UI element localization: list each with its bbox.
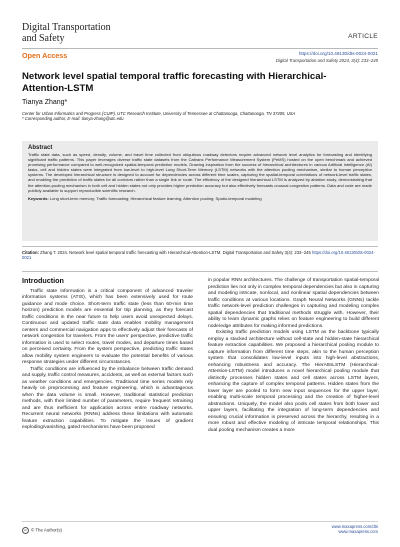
- author-line: Tianya Zhang*: [22, 99, 68, 106]
- journal-name-line1: Digital Transportation: [22, 22, 111, 33]
- body-paragraph: Existing traffic prediction models using LSTM as the backbone typically employ a stacked architecture without cell-state and hidden-state hierarchical feature extraction capabilities. We proposed a hierarchical pooling module to capture information from different time steps, akin to the human perception system that consolidates low-level inputs into high-level abstractions, enhancing robustness and accuracy. The HierAttnLSTM (Hierarchical-Attention-LSTM) model introduces a novel hierarchical pooling module that distinctly processes hidden states and cell states across LSTM layers, enhancing the capture of complex temporal patterns. Hidden states from the lower layer are pooled to form new input sequences for the upper layer, enabling multi-scale temporal processing and the creation of higher-level abstractions. Uniquely, the model also pools cell states from both lower and upper layers, facilitating the integration of long-term dependencies and ensuring crucial information is preserved across the hierarchy, resulting in a more robust and effective modeling of intricate temporal relationships. This dual pooling mechanism creates a more: [208, 330, 379, 433]
- citation-box: [22, 246, 378, 272]
- publisher-website-link[interactable]: www.maxapress.com: [338, 529, 378, 535]
- body-paragraph: Traffic conditions are influenced by the imbalance between traffic demand and supply, traffic control measures, accidents, as well as external factors such as weather conditions and emergencies. Traditional time series models rely heavily on preprocessing and feature engineering, which is advantageous when the data volume is small. However, traditional statistical prediction methods, with their limited number of parameters, require frequent retraining and are thus inefficient for application across entire roadway networks. Recurrent neural networks (RNNs) address these limitations with automatic feature extraction capabilities. To mitigate the issues of gradient exploding/vanishing, gated mechanisms have been proposed: [22, 366, 193, 430]
- citation-doi-link[interactable]: https://doi.org/10.48130/dts-0024-0021: [22, 250, 375, 261]
- journal-name-line2: and Safety: [22, 33, 65, 44]
- citation-label: Citation:: [22, 250, 39, 255]
- keywords: [28, 196, 372, 201]
- affiliation-text: Center for Urban Informatics and Progress (CUIP), UTC Research Institute, University of Tennessee at Chattanooga, Chattanooga, TN 37405, USA: [22, 111, 296, 116]
- body-column-left: [22, 278, 193, 432]
- header-divider: [22, 48, 378, 49]
- open-access-label: Open Access: [22, 51, 68, 60]
- citation-text: Zhang T. 2024. Network level spatial temporal traffic forecasting with Hierarchical-Attention-LSTM. Digital Transportation and Safety 3(4): 233−245: [40, 250, 311, 255]
- body-paragraph: in popular RNN architectures. The challenge of transportation spatial-temporal prediction lies not only in complex temporal dependencies but also in capturing and modeling intricate, nonlocal, and nonlinear spatial dependencies between traffic conditions at various locations. Graph Neural Networks (GNNs) tackle traffic network-level prediction challenges in capturing and modeling complex spatial dependencies that traditional methods struggle with. However, their ability to learn dynamic graphs relies on feature engineering to build different node/edge attributes for making informed predictions.: [208, 278, 379, 329]
- journal-header: [22, 22, 378, 44]
- footer-copyright: [22, 527, 62, 534]
- abstract-heading: Abstract: [28, 145, 53, 151]
- journal-citation-line: Digital Transportation and Safety 2024, 3(4): 233–245: [275, 58, 378, 63]
- copyright-text: © The Author(s): [31, 527, 62, 533]
- body-column-right: [208, 278, 379, 434]
- footer-divider: [22, 521, 378, 522]
- article-type-label: ARTICLE: [348, 33, 378, 40]
- keywords-label: Keywords:: [28, 195, 49, 201]
- affiliation-block: [22, 111, 378, 122]
- paper-title: Network level spatial temporal traffic forecasting with Hierarchical-Attention-LSTM: [22, 71, 327, 94]
- introduction-heading: Introduction: [22, 276, 64, 285]
- journal-name: [22, 22, 162, 44]
- abstract-box: [22, 141, 378, 241]
- doi-link[interactable]: https://doi.org/10.48130/dts-0024-0021: [298, 51, 378, 56]
- corresponding-author: * Corresponding author, E-mail: tianya-zhang@utc.edu: [22, 116, 124, 122]
- keywords-text: Long short-term memory; Traffic forecasting; Hierarchical feature learning; Attention pooling; Spatio-temporal modeling: [49, 195, 262, 201]
- journal-website-link[interactable]: www.maxapress.com/dts: [331, 524, 378, 529]
- creative-commons-icon: cc: [24, 528, 27, 532]
- footer-links: [332, 524, 378, 534]
- body-paragraph: Traffic state information is a critical component of advanced traveler information systems (ATIS), which has been extensively used for route guidance and mode choice. Short-term traffic state (less than 60-min time horizon) prediction models are essential for trip planning, as they forecast traffic conditions in the near future to help users avoid unexpected delays. Continuous and updated traffic state data enables mobility management centers and commercial navigation apps to effectively adjust their forecasts of network congestion for travelers. From the users' perspective, predictive traffic information is used to select routes, travel modes, and departure times based on perceived certainty. From the system perspective, predicting traffic states allow mobility system engineers to evaluate the potential benefits of various response strategies under different circumstances.: [22, 288, 193, 365]
- abstract-text: Traffic state data, such as speed, density, volume, and travel time collected from ubiquitous roadway detectors require advanced network level analytics for forecasting and identifying significant traffic patterns. This paper leverages diverse traffic state datasets from the Caltrans Performance Measurement System (PeMS) hosted on the open benchmark and achieved promising performance compared to well-recognized spatial-temporal prediction models. Drawing inspiration from the success of hierarchical architectures in various Artificial Intelligence (AI) tasks, cell and hidden states were integrated from low-level to high-level Long Short-Term Memory (LSTM) networks with the attention pooling mechanism, similar to human perception systems. The developed hierarchical structure is designed to account for dependencies across different time scales, capturing the spatial-temporal correlations of network-level traffic states, and enabling the prediction of traffic states for all corridors rather than a single link or route. The efficiency of the designed hierarchical LSTM is analyzed by ablation study, demonstrating that the attention-pooling mechanism in both cell and hidden states not only provides higher prediction accuracy but also effectively forecasts unusual congestion patterns. Data and code are made publicly available to support reproducible scientific research.: [28, 152, 372, 193]
